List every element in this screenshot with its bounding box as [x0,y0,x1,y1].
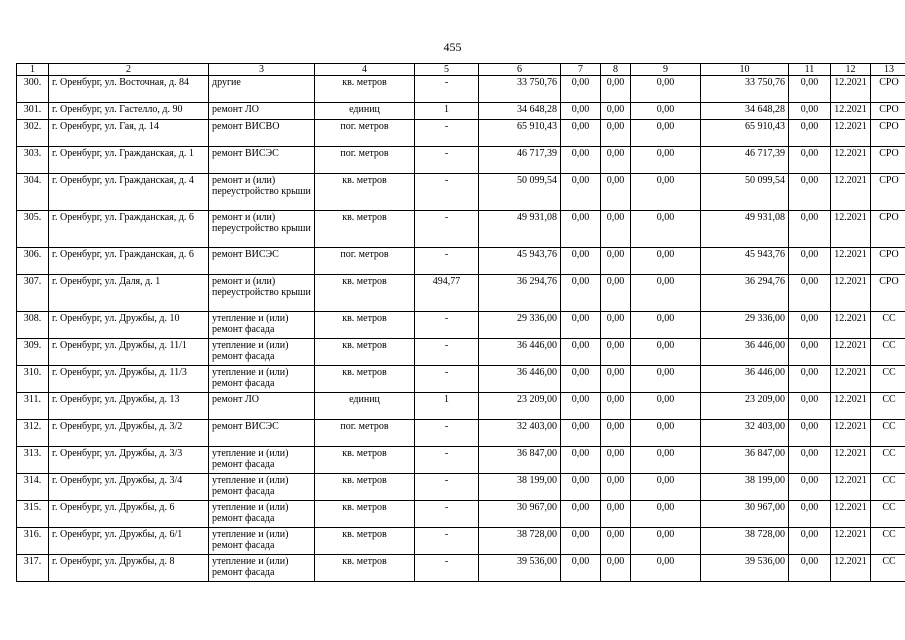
total-cost-cell: 39 536,00 [479,555,561,582]
table-row [17,248,905,275]
address-cell: г. Оренбург, ул. Дружбы, д. 6/1 [49,528,209,555]
date-cell: 12.2021 [831,474,871,501]
value-cell: 0,00 [561,393,601,420]
total-cost-cell: 50 099,54 [479,174,561,211]
value-cell: 0,00 [601,76,631,103]
column-header: 12 [831,64,871,76]
row-number: 303. [17,147,49,174]
unit-cell: кв. метров [315,447,415,474]
value-cell: 0,00 [561,120,601,147]
value-cell: 0,00 [601,120,631,147]
value-cell: 0,00 [631,393,701,420]
value-cell: 0,00 [631,211,701,248]
column-header: 2 [49,64,209,76]
date-cell: 12.2021 [831,366,871,393]
unit-cell: кв. метров [315,174,415,211]
unit-cell: кв. метров [315,312,415,339]
work-type-cell: утепление и (или) ремонт фасада [209,339,315,366]
address-cell: г. Оренбург, ул. Гастелло, д. 90 [49,103,209,120]
row-number: 314. [17,474,49,501]
fund-cost-cell: 36 294,76 [701,275,789,312]
quantity-cell: - [415,474,479,501]
row-number: 316. [17,528,49,555]
row-number: 311. [17,393,49,420]
quantity-cell: - [415,555,479,582]
address-cell: г. Оренбург, ул. Дружбы, д. 6 [49,501,209,528]
value-cell: 0,00 [601,501,631,528]
fund-cost-cell: 65 910,43 [701,120,789,147]
row-number: 313. [17,447,49,474]
value-cell: 0,00 [561,420,601,447]
date-cell: 12.2021 [831,120,871,147]
row-number: 301. [17,103,49,120]
value-cell: 0,00 [631,528,701,555]
value-cell: 0,00 [631,474,701,501]
unit-cell: кв. метров [315,501,415,528]
value-cell: 0,00 [789,147,831,174]
work-type-cell: ремонт ВИСЭС [209,420,315,447]
column-header: 11 [789,64,831,76]
table-row [17,366,905,393]
address-cell: г. Оренбург, ул. Дружбы, д. 11/1 [49,339,209,366]
total-cost-cell: 33 750,76 [479,76,561,103]
method-cell: СС [871,339,905,366]
work-type-cell: ремонт ЛО [209,103,315,120]
value-cell: 0,00 [631,120,701,147]
fund-cost-cell: 39 536,00 [701,555,789,582]
quantity-cell: 494,77 [415,275,479,312]
value-cell: 0,00 [789,76,831,103]
method-cell: СРО [871,103,905,120]
value-cell: 0,00 [631,339,701,366]
table-row [17,393,905,420]
fund-cost-cell: 36 446,00 [701,366,789,393]
quantity-cell: - [415,76,479,103]
total-cost-cell: 45 943,76 [479,248,561,275]
method-cell: СС [871,447,905,474]
unit-cell: кв. метров [315,76,415,103]
method-cell: СРО [871,174,905,211]
method-cell: СРО [871,248,905,275]
value-cell: 0,00 [631,420,701,447]
row-number: 310. [17,366,49,393]
date-cell: 12.2021 [831,501,871,528]
value-cell: 0,00 [561,555,601,582]
total-cost-cell: 36 294,76 [479,275,561,312]
method-cell: СС [871,474,905,501]
address-cell: г. Оренбург, ул. Дружбы, д. 10 [49,312,209,339]
total-cost-cell: 36 847,00 [479,447,561,474]
quantity-cell: - [415,447,479,474]
fund-cost-cell: 45 943,76 [701,248,789,275]
table-row [17,103,905,120]
unit-cell: пог. метров [315,147,415,174]
total-cost-cell: 49 931,08 [479,211,561,248]
value-cell: 0,00 [601,211,631,248]
value-cell: 0,00 [601,312,631,339]
value-cell: 0,00 [631,447,701,474]
value-cell: 0,00 [631,76,701,103]
date-cell: 12.2021 [831,275,871,312]
value-cell: 0,00 [601,248,631,275]
value-cell: 0,00 [789,393,831,420]
address-cell: г. Оренбург, ул. Гражданская, д. 6 [49,248,209,275]
value-cell: 0,00 [789,528,831,555]
work-type-cell: ремонт ВИСЭС [209,147,315,174]
work-type-cell: ремонт и (или) переустройство крыши [209,211,315,248]
value-cell: 0,00 [631,555,701,582]
work-type-cell: утепление и (или) ремонт фасада [209,501,315,528]
work-type-cell: утепление и (или) ремонт фасада [209,447,315,474]
total-cost-cell: 36 446,00 [479,339,561,366]
date-cell: 12.2021 [831,76,871,103]
fund-cost-cell: 29 336,00 [701,312,789,339]
method-cell: СС [871,393,905,420]
value-cell: 0,00 [789,420,831,447]
value-cell: 0,00 [561,366,601,393]
quantity-cell: - [415,147,479,174]
value-cell: 0,00 [601,393,631,420]
total-cost-cell: 38 728,00 [479,528,561,555]
table-row [17,420,905,447]
table-row [17,275,905,312]
method-cell: СС [871,501,905,528]
quantity-cell: - [415,248,479,275]
value-cell: 0,00 [789,275,831,312]
value-cell: 0,00 [789,103,831,120]
address-cell: г. Оренбург, ул. Дружбы, д. 3/3 [49,447,209,474]
work-type-cell: ремонт и (или) переустройство крыши [209,275,315,312]
column-header: 10 [701,64,789,76]
total-cost-cell: 32 403,00 [479,420,561,447]
table-row [17,555,905,582]
method-cell: СРО [871,275,905,312]
unit-cell: кв. метров [315,275,415,312]
method-cell: СРО [871,120,905,147]
table-row [17,174,905,211]
method-cell: СРО [871,76,905,103]
value-cell: 0,00 [601,555,631,582]
value-cell: 0,00 [561,528,601,555]
value-cell: 0,00 [789,120,831,147]
column-header: 9 [631,64,701,76]
value-cell: 0,00 [601,474,631,501]
date-cell: 12.2021 [831,339,871,366]
value-cell: 0,00 [631,366,701,393]
value-cell: 0,00 [561,275,601,312]
table-row [17,474,905,501]
fund-cost-cell: 33 750,76 [701,76,789,103]
table-row [17,147,905,174]
table-row [17,312,905,339]
row-number: 317. [17,555,49,582]
value-cell: 0,00 [631,174,701,211]
value-cell: 0,00 [561,211,601,248]
value-cell: 0,00 [789,447,831,474]
quantity-cell: - [415,312,479,339]
value-cell: 0,00 [789,555,831,582]
method-cell: СС [871,555,905,582]
work-type-cell: утепление и (или) ремонт фасада [209,555,315,582]
unit-cell: пог. метров [315,120,415,147]
value-cell: 0,00 [631,248,701,275]
value-cell: 0,00 [561,447,601,474]
date-cell: 12.2021 [831,528,871,555]
quantity-cell: - [415,211,479,248]
date-cell: 12.2021 [831,174,871,211]
work-type-cell: другие [209,76,315,103]
value-cell: 0,00 [601,103,631,120]
date-cell: 12.2021 [831,211,871,248]
value-cell: 0,00 [631,147,701,174]
value-cell: 0,00 [601,339,631,366]
unit-cell: единиц [315,103,415,120]
address-cell: г. Оренбург, ул. Гражданская, д. 1 [49,147,209,174]
quantity-cell: 1 [415,103,479,120]
total-cost-cell: 46 717,39 [479,147,561,174]
date-cell: 12.2021 [831,312,871,339]
value-cell: 0,00 [601,420,631,447]
value-cell: 0,00 [631,103,701,120]
page-number: 455 [443,40,462,54]
address-cell: г. Оренбург, ул. Даля, д. 1 [49,275,209,312]
table-row [17,211,905,248]
repair-schedule-table [16,63,905,582]
value-cell: 0,00 [601,528,631,555]
row-number: 309. [17,339,49,366]
value-cell: 0,00 [631,312,701,339]
value-cell: 0,00 [601,174,631,211]
value-cell: 0,00 [789,366,831,393]
value-cell: 0,00 [561,248,601,275]
address-cell: г. Оренбург, ул. Дружбы, д. 8 [49,555,209,582]
total-cost-cell: 30 967,00 [479,501,561,528]
date-cell: 12.2021 [831,147,871,174]
fund-cost-cell: 46 717,39 [701,147,789,174]
row-number: 312. [17,420,49,447]
quantity-cell: - [415,174,479,211]
fund-cost-cell: 30 967,00 [701,501,789,528]
value-cell: 0,00 [601,366,631,393]
fund-cost-cell: 34 648,28 [701,103,789,120]
table-row [17,76,905,103]
table-row [17,339,905,366]
row-number: 315. [17,501,49,528]
method-cell: СС [871,528,905,555]
quantity-cell: - [415,501,479,528]
work-type-cell: утепление и (или) ремонт фасада [209,474,315,501]
address-cell: г. Оренбург, ул. Гражданская, д. 6 [49,211,209,248]
method-cell: СРО [871,147,905,174]
total-cost-cell: 38 199,00 [479,474,561,501]
value-cell: 0,00 [789,312,831,339]
table-row [17,447,905,474]
row-number: 305. [17,211,49,248]
header-row [17,64,905,76]
method-cell: СС [871,366,905,393]
fund-cost-cell: 49 931,08 [701,211,789,248]
value-cell: 0,00 [561,76,601,103]
address-cell: г. Оренбург, ул. Дружбы, д. 13 [49,393,209,420]
unit-cell: кв. метров [315,474,415,501]
work-type-cell: ремонт ВИСЭС [209,248,315,275]
value-cell: 0,00 [561,339,601,366]
date-cell: 12.2021 [831,447,871,474]
address-cell: г. Оренбург, ул. Дружбы, д. 3/2 [49,420,209,447]
value-cell: 0,00 [789,501,831,528]
value-cell: 0,00 [789,248,831,275]
total-cost-cell: 34 648,28 [479,103,561,120]
value-cell: 0,00 [601,275,631,312]
value-cell: 0,00 [561,312,601,339]
row-number: 306. [17,248,49,275]
quantity-cell: 1 [415,393,479,420]
column-header: 6 [479,64,561,76]
row-number: 307. [17,275,49,312]
fund-cost-cell: 50 099,54 [701,174,789,211]
table-row [17,120,905,147]
address-cell: г. Оренбург, ул. Дружбы, д. 3/4 [49,474,209,501]
date-cell: 12.2021 [831,103,871,120]
value-cell: 0,00 [561,474,601,501]
address-cell: г. Оренбург, ул. Дружбы, д. 11/3 [49,366,209,393]
date-cell: 12.2021 [831,248,871,275]
quantity-cell: - [415,528,479,555]
unit-cell: пог. метров [315,420,415,447]
date-cell: 12.2021 [831,420,871,447]
value-cell: 0,00 [789,174,831,211]
value-cell: 0,00 [601,447,631,474]
method-cell: СС [871,312,905,339]
fund-cost-cell: 32 403,00 [701,420,789,447]
column-header: 13 [871,64,905,76]
value-cell: 0,00 [601,147,631,174]
date-cell: 12.2021 [831,393,871,420]
address-cell: г. Оренбург, ул. Гая, д. 14 [49,120,209,147]
fund-cost-cell: 23 209,00 [701,393,789,420]
unit-cell: единиц [315,393,415,420]
work-type-cell: утепление и (или) ремонт фасада [209,312,315,339]
total-cost-cell: 23 209,00 [479,393,561,420]
date-cell: 12.2021 [831,555,871,582]
address-cell: г. Оренбург, ул. Гражданская, д. 4 [49,174,209,211]
value-cell: 0,00 [631,275,701,312]
value-cell: 0,00 [789,474,831,501]
quantity-cell: - [415,120,479,147]
table-row [17,501,905,528]
value-cell: 0,00 [561,103,601,120]
unit-cell: кв. метров [315,339,415,366]
quantity-cell: - [415,420,479,447]
unit-cell: пог. метров [315,248,415,275]
fund-cost-cell: 36 847,00 [701,447,789,474]
column-header: 8 [601,64,631,76]
fund-cost-cell: 38 728,00 [701,528,789,555]
fund-cost-cell: 36 446,00 [701,339,789,366]
column-header: 4 [315,64,415,76]
work-type-cell: ремонт ЛО [209,393,315,420]
total-cost-cell: 65 910,43 [479,120,561,147]
table-row [17,528,905,555]
quantity-cell: - [415,366,479,393]
row-number: 302. [17,120,49,147]
value-cell: 0,00 [561,147,601,174]
work-type-cell: ремонт ВИСВО [209,120,315,147]
value-cell: 0,00 [789,211,831,248]
column-header: 3 [209,64,315,76]
value-cell: 0,00 [789,339,831,366]
work-type-cell: утепление и (или) ремонт фасада [209,528,315,555]
unit-cell: кв. метров [315,528,415,555]
column-header: 5 [415,64,479,76]
unit-cell: кв. метров [315,555,415,582]
quantity-cell: - [415,339,479,366]
value-cell: 0,00 [631,501,701,528]
value-cell: 0,00 [561,174,601,211]
work-type-cell: ремонт и (или) переустройство крыши [209,174,315,211]
method-cell: СРО [871,211,905,248]
column-header: 7 [561,64,601,76]
unit-cell: кв. метров [315,366,415,393]
address-cell: г. Оренбург, ул. Восточная, д. 84 [49,76,209,103]
total-cost-cell: 29 336,00 [479,312,561,339]
total-cost-cell: 36 446,00 [479,366,561,393]
column-header: 1 [17,64,49,76]
fund-cost-cell: 38 199,00 [701,474,789,501]
method-cell: СС [871,420,905,447]
value-cell: 0,00 [561,501,601,528]
row-number: 304. [17,174,49,211]
unit-cell: кв. метров [315,211,415,248]
row-number: 308. [17,312,49,339]
row-number: 300. [17,76,49,103]
work-type-cell: утепление и (или) ремонт фасада [209,366,315,393]
